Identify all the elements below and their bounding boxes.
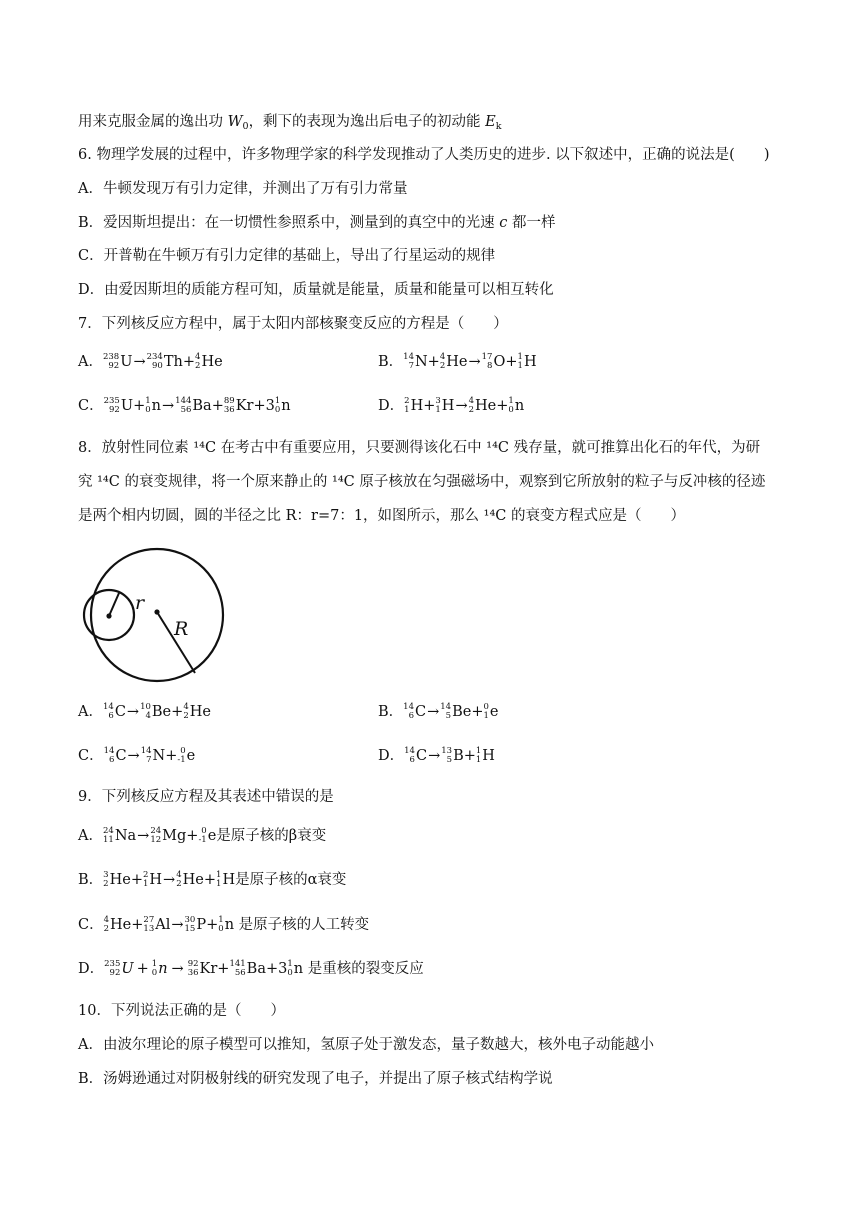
isotope-index — [145, 397, 150, 415]
isotope-index — [103, 827, 114, 845]
element-symbol: Na — [114, 828, 137, 844]
atomic-number: 7 — [408, 361, 414, 371]
plus-sign: + — [131, 917, 144, 933]
isotope-index — [483, 703, 488, 721]
isotope-index — [104, 960, 120, 978]
isotope-index — [403, 353, 414, 371]
mass-number: 3 — [103, 870, 109, 880]
element-symbol: Be — [452, 704, 472, 720]
isotope-index — [185, 916, 196, 934]
mass-number: 4 — [439, 352, 446, 362]
kinetic-energy-subscript: k — [495, 121, 502, 132]
element-symbol: He — [189, 704, 211, 720]
atomic-number: 7 — [146, 755, 152, 765]
mass-number: 1 — [508, 396, 514, 406]
reaction-arrow: → — [133, 354, 146, 370]
plus-sign: + — [186, 828, 199, 844]
element-symbol: Kr — [199, 961, 218, 977]
atomic-number: 6 — [108, 711, 114, 721]
element-symbol: He — [446, 354, 468, 370]
isotope-index — [176, 871, 181, 889]
mass-number: 89 — [223, 396, 235, 406]
element-symbol: e — [207, 828, 217, 844]
element-symbol: n — [293, 961, 304, 977]
isotope-index — [104, 397, 120, 415]
isotope-index — [103, 703, 114, 721]
atomic-number: 11 — [102, 835, 114, 845]
element-symbol: n — [224, 917, 235, 933]
isotope-index — [177, 747, 185, 765]
mass-number: 144 — [175, 396, 192, 406]
element-symbol: H — [441, 398, 455, 414]
atomic-number: 2 — [103, 924, 110, 934]
element-symbol: Kr — [235, 398, 254, 414]
isotope-index — [152, 960, 157, 978]
mass-number: 4 — [176, 870, 182, 880]
q8-option-a — [78, 702, 211, 722]
element-symbol: C — [115, 748, 127, 764]
q8-option-d — [378, 746, 495, 766]
mass-number: 3 — [435, 396, 441, 406]
element-symbol: H — [482, 748, 495, 764]
q7-stem: 7．下列核反应方程中，属于太阳内部核聚变反应的方程是（ ） — [78, 316, 508, 332]
coefficient: 3 — [265, 398, 275, 414]
element-symbol: He — [475, 398, 497, 414]
plus-sign: + — [171, 704, 184, 720]
element-symbol: U — [121, 961, 134, 977]
plus-sign: + — [427, 354, 440, 370]
element-symbol: He — [110, 917, 132, 933]
option-label: C． — [78, 917, 104, 933]
isotope-index — [508, 397, 513, 415]
mass-number: 235 — [104, 959, 121, 969]
atomic-number: 0 — [508, 405, 514, 415]
intro-text-mid: ，剩下的表现为逸出后电子的初动能 — [248, 114, 486, 130]
reaction-arrow: → — [163, 872, 176, 888]
element-symbol: C — [415, 748, 428, 764]
plus-sign: + — [206, 917, 219, 933]
isotope-index — [104, 916, 109, 934]
mass-number: 4 — [183, 702, 189, 712]
atomic-number: 0 — [218, 924, 224, 934]
plus-sign: + — [496, 398, 509, 414]
element-symbol: e — [186, 748, 196, 764]
q9-stem: 9．下列核反应方程及其表述中错误的是 — [78, 789, 334, 805]
mass-number: 17 — [481, 352, 493, 362]
reaction-arrow: → — [162, 398, 175, 414]
plus-sign: + — [133, 398, 146, 414]
mass-number: 4 — [195, 352, 201, 362]
atomic-number: 6 — [109, 755, 115, 765]
element-symbol: Ba — [192, 398, 212, 414]
mass-number: 141 — [229, 959, 246, 969]
plus-sign: + — [165, 748, 178, 764]
plus-sign: + — [505, 354, 518, 370]
q7-option-b — [378, 352, 537, 372]
q8-stem-line2: 究 ¹⁴C 的衰变规律，将一个原来静止的 ¹⁴C 原子核放在匀强磁场中，观察到它所放射的粒子与反冲核的径迹 — [78, 474, 766, 490]
q6-option-b-end: 都一样 — [507, 215, 556, 231]
reaction-arrow: → — [428, 748, 441, 764]
atomic-number: 36 — [223, 405, 235, 415]
reaction-arrow: → — [171, 961, 184, 977]
mass-number: 10 — [140, 702, 151, 712]
isotope-index — [188, 960, 199, 978]
option-label: D． — [78, 961, 105, 977]
intro-text: 用来克服金属的逸出功 — [78, 114, 228, 130]
mass-number: 14 — [102, 702, 114, 712]
atomic-number: 1 — [216, 879, 222, 889]
option-label: C． — [78, 398, 104, 414]
plus-sign: + — [211, 398, 224, 414]
q8-stem-line3: 是两个相内切圆，圆的半径之比 R：r=7：1，如图所示，那么 ¹⁴C 的衰变方程式应是（ ） — [78, 508, 685, 524]
isotope-index — [143, 916, 154, 934]
q9-option-a — [78, 826, 326, 846]
work-function-symbol: W — [227, 114, 243, 130]
element-symbol: He — [109, 872, 131, 888]
atomic-number: 8 — [487, 361, 493, 371]
atomic-number: 6 — [409, 755, 415, 765]
q6-option-a: A．牛顿发现万有引力定律，并测出了万有引力常量 — [78, 181, 408, 197]
isotope-index — [175, 397, 191, 415]
inscribed-circles-figure — [78, 543, 238, 687]
element-symbol: H — [222, 872, 236, 888]
atomic-number: 92 — [109, 968, 121, 978]
atomic-number: -1 — [198, 835, 207, 845]
isotope-index — [104, 747, 115, 765]
q10-option-b: B．汤姆逊通过对阴极射线的研究发现了电子，并提出了原子核式结构学说 — [78, 1071, 553, 1087]
element-symbol: C — [114, 704, 126, 720]
intro-line — [78, 112, 502, 137]
mass-number: 1 — [145, 396, 151, 406]
reaction-arrow: → — [171, 917, 184, 933]
statement-text: 是原子核的β衰变 — [216, 828, 327, 844]
reaction-arrow: → — [455, 398, 468, 414]
element-symbol: B — [453, 748, 464, 764]
element-symbol: O — [493, 354, 506, 370]
plus-sign: + — [203, 872, 217, 888]
atomic-number: 5 — [445, 711, 452, 721]
element-symbol: He — [182, 872, 204, 888]
q6-option-b-text: B．爱因斯坦提出：在一切惯性参照系中，测量到的真空中的光速 — [78, 215, 500, 231]
small-radius-label: r — [135, 592, 145, 614]
element-symbol: e — [489, 704, 499, 720]
isotope-index — [404, 747, 415, 765]
isotope-index — [150, 827, 161, 845]
atomic-number: 2 — [183, 711, 189, 721]
atomic-number: 92 — [108, 361, 120, 371]
element-symbol: Be — [151, 704, 172, 720]
atomic-number: 90 — [152, 361, 163, 371]
isotope-index — [140, 703, 151, 721]
element-symbol: H — [523, 354, 537, 370]
element-symbol: H — [410, 398, 424, 414]
plus-sign: + — [136, 961, 149, 977]
reaction-arrow: → — [126, 704, 140, 720]
atomic-number: 56 — [180, 405, 192, 415]
element-symbol: n — [281, 398, 291, 414]
mass-number: 1 — [218, 915, 224, 925]
mass-number: 14 — [140, 746, 152, 756]
atomic-number: 2 — [176, 879, 182, 889]
mass-number: 30 — [184, 915, 196, 925]
isotope-index — [224, 397, 235, 415]
option-label: B． — [378, 354, 404, 370]
q6-option-b — [78, 213, 556, 233]
atomic-number: 0 — [274, 405, 281, 415]
mass-number: 14 — [403, 352, 414, 362]
plus-sign: + — [463, 748, 476, 764]
plus-sign: + — [182, 354, 196, 370]
mass-number: 27 — [143, 915, 155, 925]
element-symbol: H — [149, 872, 163, 888]
isotope-index — [218, 916, 223, 934]
atomic-number: 13 — [143, 924, 155, 934]
mass-number: 92 — [187, 959, 199, 969]
speed-of-light-symbol: c — [499, 215, 508, 231]
element-symbol: Al — [155, 917, 171, 933]
reaction-arrow: → — [427, 704, 440, 720]
mass-number: 14 — [103, 746, 115, 756]
isotope-index — [440, 703, 451, 721]
mass-number: 2 — [142, 870, 149, 880]
isotope-index — [476, 747, 481, 765]
atomic-number: 2 — [468, 405, 475, 415]
atomic-number: 0 — [287, 968, 293, 978]
small-radius-line — [109, 593, 119, 616]
plus-sign: + — [217, 961, 230, 977]
mass-number: 234 — [146, 352, 163, 362]
option-label: A． — [78, 704, 103, 720]
q7-option-d — [378, 396, 524, 416]
q8-option-c — [78, 746, 195, 766]
q7-option-a — [78, 352, 223, 372]
isotope-index — [147, 353, 163, 371]
element-symbol: n — [151, 398, 161, 414]
isotope-index — [183, 703, 188, 721]
mass-number: 238 — [102, 352, 120, 362]
option-label: B． — [378, 704, 404, 720]
isotope-index — [198, 827, 206, 845]
reaction-arrow: → — [137, 828, 150, 844]
mass-number: 0 — [201, 826, 207, 836]
element-symbol: Mg — [162, 828, 187, 844]
isotope-index — [103, 353, 119, 371]
atomic-number: 4 — [145, 711, 151, 721]
atomic-number: 2 — [195, 361, 201, 371]
mass-number: 14 — [404, 746, 415, 756]
q10-stem: 10．下列说法正确的是（ ） — [78, 1003, 285, 1019]
isotope-index — [141, 747, 152, 765]
atomic-number: 1 — [142, 879, 149, 889]
q6-stem: 6. 物理学发展的过程中，许多物理学家的科学发现推动了人类历史的进步. 以下叙述中，正确的说法是( ) — [78, 147, 770, 163]
mass-number: 1 — [287, 959, 293, 969]
isotope-index — [441, 747, 452, 765]
mass-number: 24 — [150, 826, 162, 836]
statement-text: 是原子核的人工转变 — [234, 917, 370, 933]
q9-option-c — [78, 915, 369, 935]
atomic-number: -1 — [177, 755, 186, 765]
mass-number: 4 — [103, 915, 110, 925]
isotope-index — [518, 353, 523, 371]
element-symbol: N — [152, 748, 166, 764]
isotope-index — [216, 871, 221, 889]
atomic-number: 1 — [435, 405, 441, 415]
atomic-number: 1 — [483, 711, 489, 721]
coefficient: 3 — [278, 961, 288, 977]
atomic-number: 2 — [439, 361, 446, 371]
mass-number: 13 — [441, 746, 453, 756]
mass-number: 14 — [440, 702, 452, 712]
q7-option-c — [78, 396, 291, 416]
isotope-index — [403, 703, 414, 721]
q9-option-b — [78, 870, 346, 890]
statement-text: 是重核的裂变反应 — [303, 961, 424, 977]
element-symbol: Ba — [246, 961, 266, 977]
q9-option-d — [78, 959, 424, 979]
isotope-index — [404, 397, 409, 415]
reaction-arrow: → — [468, 354, 481, 370]
mass-number: 1 — [151, 959, 158, 969]
atomic-number: 15 — [184, 924, 196, 934]
option-label: A． — [78, 354, 103, 370]
element-symbol: Th — [163, 354, 183, 370]
large-radius-label: R — [174, 618, 189, 640]
atomic-number: 5 — [446, 755, 453, 765]
mass-number: 1 — [475, 746, 482, 756]
plus-sign: + — [253, 398, 266, 414]
mass-number: 2 — [404, 396, 410, 406]
option-label: D． — [378, 398, 405, 414]
atomic-number: 36 — [187, 968, 199, 978]
mass-number: 0 — [180, 746, 186, 756]
atomic-number: 92 — [109, 405, 120, 415]
q6-option-c: C．开普勒在牛顿万有引力定律的基础上，导出了行星运动的规律 — [78, 248, 496, 264]
atomic-number: 12 — [150, 835, 162, 845]
q6-option-d: D．由爱因斯坦的质能方程可知，质量就是能量，质量和能量可以相互转化 — [78, 282, 554, 298]
mass-number: 1 — [274, 396, 281, 406]
plus-sign: + — [471, 704, 484, 720]
atomic-number: 0 — [145, 405, 151, 415]
isotope-index — [143, 871, 148, 889]
option-label: D． — [378, 748, 405, 764]
atomic-number: 1 — [517, 361, 523, 371]
plus-sign: + — [130, 872, 143, 888]
atomic-number: 56 — [234, 968, 246, 978]
element-symbol: n — [514, 398, 525, 414]
option-label: A． — [78, 828, 103, 844]
q8-option-b — [378, 702, 499, 722]
atomic-number: 1 — [404, 405, 410, 415]
isotope-index — [287, 960, 292, 978]
mass-number: 1 — [517, 352, 523, 362]
isotope-index — [275, 397, 280, 415]
option-label: C． — [78, 748, 104, 764]
isotope-index — [195, 353, 200, 371]
isotope-index — [440, 353, 445, 371]
mass-number: 1 — [216, 870, 222, 880]
isotope-index — [482, 353, 493, 371]
isotope-index — [229, 960, 245, 978]
mass-number: 235 — [103, 396, 120, 406]
mass-number: 4 — [468, 396, 475, 406]
element-symbol: He — [201, 354, 223, 370]
isotope-index — [469, 397, 474, 415]
q10-option-a: A．由波尔理论的原子模型可以推知，氢原子处于激发态，量子数越大，核外电子动能越小 — [78, 1037, 654, 1053]
option-label: B． — [78, 872, 104, 888]
isotope-index — [435, 397, 440, 415]
element-symbol: P — [196, 917, 207, 933]
plus-sign: + — [423, 398, 436, 414]
q8-stem-line1: 8．放射性同位素 ¹⁴C 在考古中有重要应用，只要测得该化石中 ¹⁴C 残存量，就可推算出化石的年代，为研 — [78, 440, 761, 456]
mass-number: 0 — [483, 702, 489, 712]
mass-number: 24 — [102, 826, 114, 836]
atomic-number: 1 — [475, 755, 482, 765]
atomic-number: 6 — [408, 711, 414, 721]
work-function-subscript: 0 — [242, 121, 249, 132]
mass-number: 14 — [403, 702, 414, 712]
plus-sign: + — [265, 961, 279, 977]
reaction-arrow: → — [127, 748, 140, 764]
element-symbol: n — [158, 961, 168, 977]
element-symbol: C — [414, 704, 427, 720]
atomic-number: 0 — [151, 968, 158, 978]
statement-text: 是原子核的α衰变 — [235, 872, 347, 888]
atomic-number: 2 — [103, 879, 109, 889]
kinetic-energy-symbol: E — [485, 114, 496, 130]
element-symbol: N — [414, 354, 428, 370]
element-symbol: U — [120, 398, 134, 414]
isotope-index — [103, 871, 108, 889]
element-symbol: U — [120, 354, 133, 370]
